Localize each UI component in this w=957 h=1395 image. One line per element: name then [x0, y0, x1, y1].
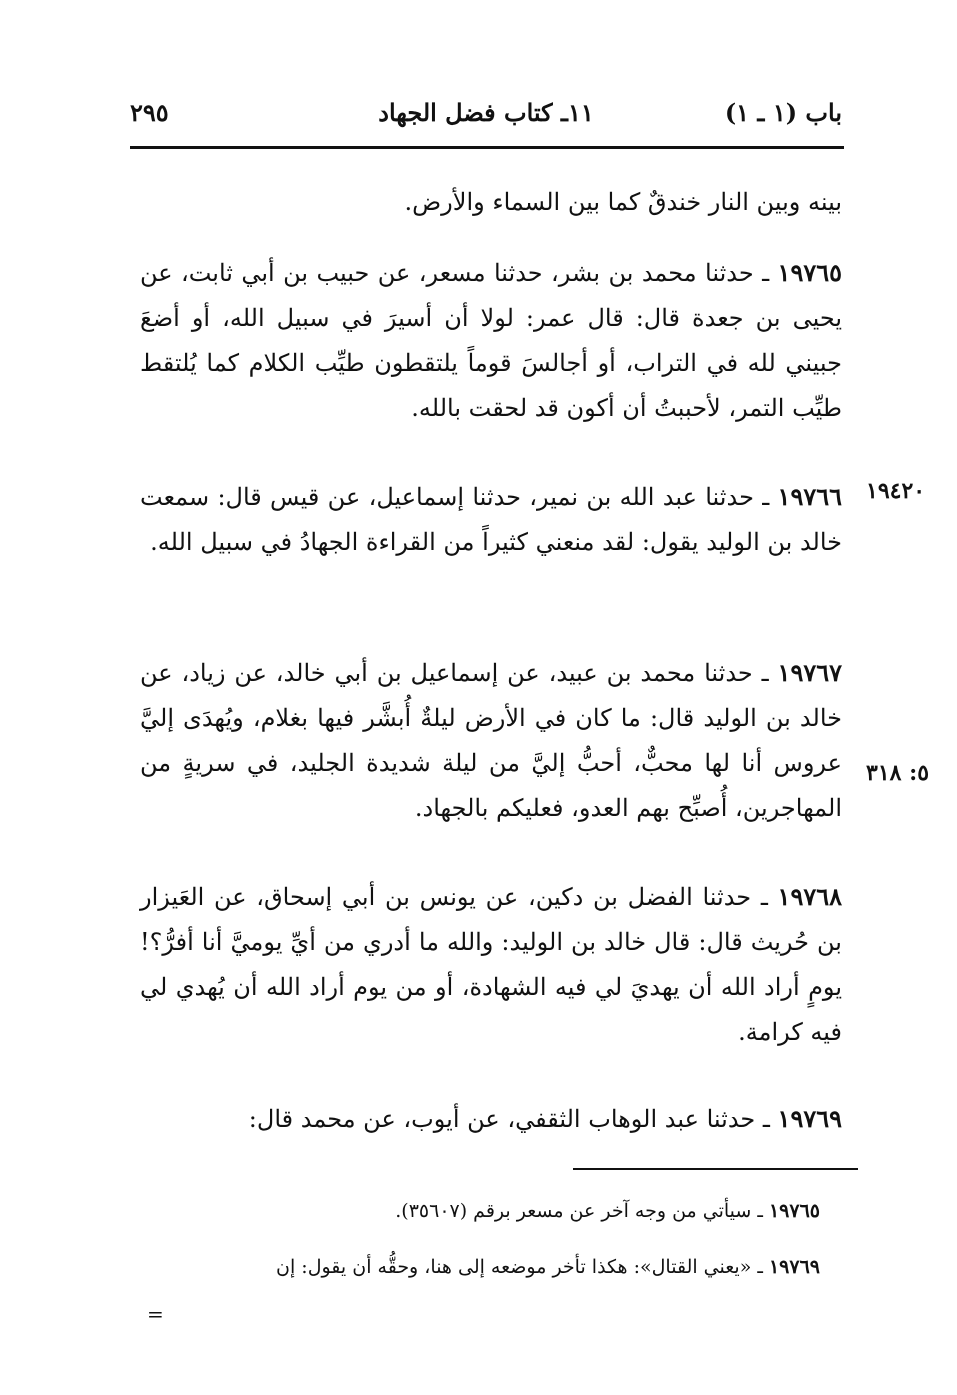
footnote-separator — [573, 1168, 858, 1170]
footnote-text: ـ «يعني القتال»: هكذا تأخر موضعه إلى هنا، وحقُّه أن يقول: إن — [276, 1256, 769, 1278]
chapter-reference: باب (١ ـ ١) — [724, 97, 842, 127]
hadith-19767 — [140, 650, 842, 831]
hadith-number: ١٩٧٦٥ — [777, 258, 842, 287]
paragraph-text: بينه وبين النار خندقٌ كما بين السماء والأرض. — [404, 188, 842, 216]
margin-note-volume-page: ٥: ٣١٨ — [866, 760, 930, 786]
hadith-number: ١٩٧٦٦ — [777, 482, 842, 511]
header-rule — [130, 146, 844, 149]
hadith-19765 — [140, 250, 842, 431]
hadith-number: ١٩٧٦٨ — [777, 882, 842, 911]
margin-note-cross-ref: ١٩٤٢٠ — [866, 478, 926, 504]
hadith-text: ـ حدثنا الفضل بن دكين، عن يونس بن أبي إسحاق، عن العَيزار بن حُريث قال: قال خالد بن الوليد: والله ما أدري من أيِّ يوميَّ أنا أفرُّ؟! يومٍ أراد الله أن يهديَ لي فيه الشهادة، أو من يوم أراد الله أن يُهدي لي فيه كرامة. — [140, 883, 843, 1046]
page-header — [130, 92, 842, 132]
page-number: ٢٩٥ — [130, 97, 169, 127]
hadith-number: ١٩٧٦٧ — [777, 658, 842, 687]
hadith-19769 — [140, 1096, 842, 1142]
footnote-number: ١٩٧٦٩ — [768, 1256, 820, 1278]
footnote-number: ١٩٧٦٥ — [768, 1200, 820, 1222]
hadith-text: ـ حدثنا عبد الله بن نمير، حدثنا إسماعيل، عن قيس قال: سمعت خالد بن الوليد يقول: لقد منعني كثيراً من القراءة الجهادُ في سبيل الله. — [140, 483, 842, 556]
footnote-19769 — [140, 1252, 820, 1282]
book-title: ١١ـ كتاب فضل الجهاد — [378, 97, 594, 127]
continuation-mark: = — [147, 1302, 164, 1326]
hadith-19766 — [140, 474, 842, 565]
hadith-text: ـ حدثنا محمد بن عبيد، عن إسماعيل بن أبي خالد، عن زياد، عن خالد بن الوليد قال: ما كان في الأرض ليلةٌ أُبشَّر فيها بغلام، ويُهدَى إليَّ عروس أنا لها محبٌّ، أحبُّ إليَّ من ليلة شديدة الجليد، في سريةٍ من المهاجرين، أُصبِّح بهم العدو، فعليكم بالجهاد. — [140, 659, 842, 822]
paragraph-continuation — [140, 180, 842, 225]
footnote-text: ـ سيأتي من وجه آخر عن مسعر برقم (٣٥٦٠٧). — [395, 1200, 769, 1222]
hadith-number: ١٩٧٦٩ — [777, 1104, 842, 1133]
hadith-text: ـ حدثنا عبد الوهاب الثقفي، عن أيوب، عن محمد قال: — [248, 1105, 778, 1133]
footnote-19765 — [140, 1196, 820, 1226]
hadith-text: ـ حدثنا محمد بن بشر، حدثنا مسعر، عن حبيب بن أبي ثابت، عن يحيى بن جعدة قال: قال عمر: لولا أن أسيرَ في سبيل الله، أو أضعَ جبيني لله في التراب، أو أجالسَ قوماً يلتقطون طيِّب الكلام كما يُلتقط طيِّب التمر، لأحببتُ أن أكون قد لحقت بالله. — [140, 259, 842, 422]
hadith-19768 — [140, 874, 842, 1055]
